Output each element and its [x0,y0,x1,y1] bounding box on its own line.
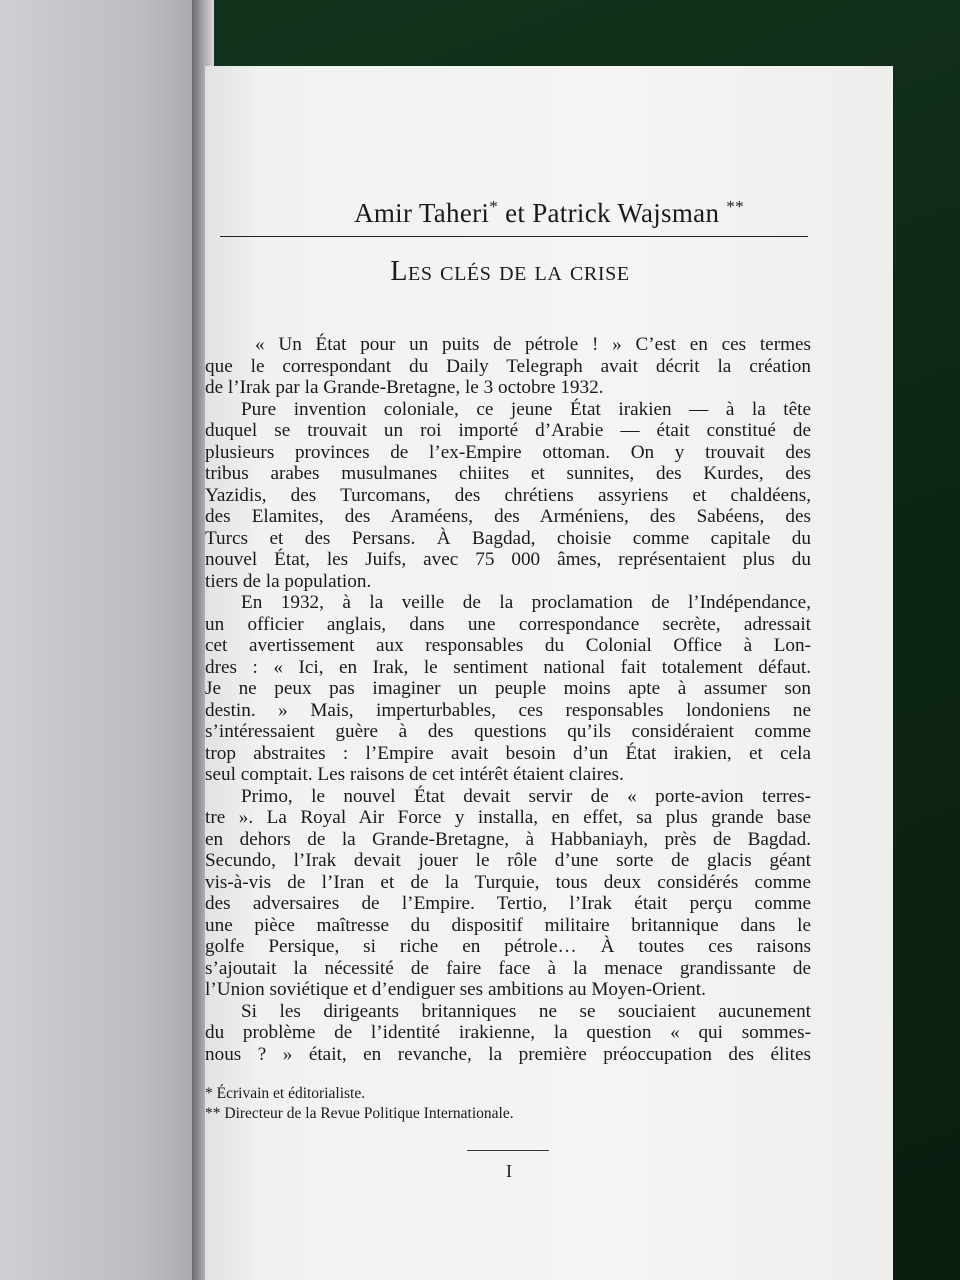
body-line: Primo, le nouvel État devait servir de « porte-avion terres- [241,785,811,807]
page-number: I [506,1161,512,1181]
author-2-marker: ** [726,197,744,216]
body-line: vis-à-vis de l’Iran et de la Turquie, tous deux considérés comme [205,871,811,893]
body-line: duquel se trouvait un roi importé d’Arabie — était constitué de [205,420,811,441]
body-text [205,334,811,1065]
body-line: des Elamites, des Araméens, des Arméniens, des Sabéens, des [205,506,811,527]
authors-heading [205,197,893,229]
body-line: s’intéressaient guère à des questions qu’ils considéraient comme [205,721,811,742]
body-line: cet avertissement aux responsables du Colonial Office à Lon- [205,635,811,656]
body-line: dres : « Ici, en Irak, le sentiment national fait totalement défaut. [205,656,811,678]
article-title: Les clés de la crise [390,256,630,287]
body-line: du problème de l’identité irakienne, la question « qui sommes- [205,1022,811,1043]
body-line: nous ? » était, en revanche, la première préoccupation des élites [205,1043,811,1065]
footnote-1: * Écrivain et éditorialiste. [205,1085,366,1102]
body-line: « Un État pour un puits de pétrole ! » C’est en ces termes [255,334,811,355]
body-line: une pièce maîtresse du dispositif militaire britannique dans le [205,914,811,936]
folio-rule [467,1150,549,1151]
body-line: Turcs et des Persans. À Bagdad, choisie comme capitale du [205,527,811,549]
body-line: plusieurs provinces de l’ex-Empire ottoman. On y trouvait des [205,441,811,463]
body-line: tribus arabes musulmanes chiites et sunnites, des Kurdes, des [205,463,811,484]
body-line: seul comptait. Les raisons de cet intérêt étaient claires. [205,764,624,785]
body-line: destin. » Mais, imperturbables, ces responsables londoniens ne [205,699,811,721]
author-2: et Patrick Wajsman [498,198,727,228]
body-line: un officier anglais, dans une correspondance secrète, adressait [205,613,811,635]
body-line: Je ne peux pas imaginer un peuple moins apte à assumer son [205,678,811,699]
body-line: En 1932, à la veille de la proclamation de l’Indépendance, [241,592,811,613]
body-line: de l’Irak par la Grande-Bretagne, le 3 octobre 1932. [205,377,604,398]
body-line: en dehors de la Grande-Bretagne, à Habbaniayh, près de Bagdad. [205,828,811,850]
body-line: Pure invention coloniale, ce jeune État irakien — à la tête [241,398,811,420]
body-line: tre ». La Royal Air Force y installa, en effet, sa plus grande base [205,807,811,828]
body-line: trop abstraites : l’Empire avait besoin d’un État irakien, et cela [205,742,811,764]
body-line: s’ajoutait la nécessité de faire face à la menace grandissante de [205,957,811,979]
body-line: Si les dirigeants britanniques ne se souciaient aucunement [241,1000,811,1022]
footnotes [205,1084,805,1124]
body-line: Secundo, l’Irak devait jouer le rôle d’une sorte de glacis géant [205,850,811,871]
heading-rule [220,236,808,237]
author-1-marker: * [489,197,499,216]
body-line: nouvel État, les Juifs, avec 75 000 âmes, représentaient plus du [205,549,811,570]
body-line: tiers de la population. [205,570,372,592]
body-line: l’Union soviétique et d’endiguer ses ambitions au Moyen-Orient. [205,979,706,1000]
body-line: Yazidis, des Turcomans, des chrétiens assyriens et chaldéens, [205,484,811,506]
left-page [0,0,200,1280]
body-line: golfe Persique, si riche en pétrole… À toutes ces raisons [205,936,811,957]
footnote-2: ** Directeur de la Revue Politique Internationale. [205,1105,514,1122]
author-1: Amir Taheri [354,198,490,228]
right-page [205,66,893,1280]
body-line: que le correspondant du Daily Telegraph avait décrit la création [205,355,811,377]
body-line: des adversaires de l’Empire. Tertio, l’Irak était perçu comme [205,893,811,914]
